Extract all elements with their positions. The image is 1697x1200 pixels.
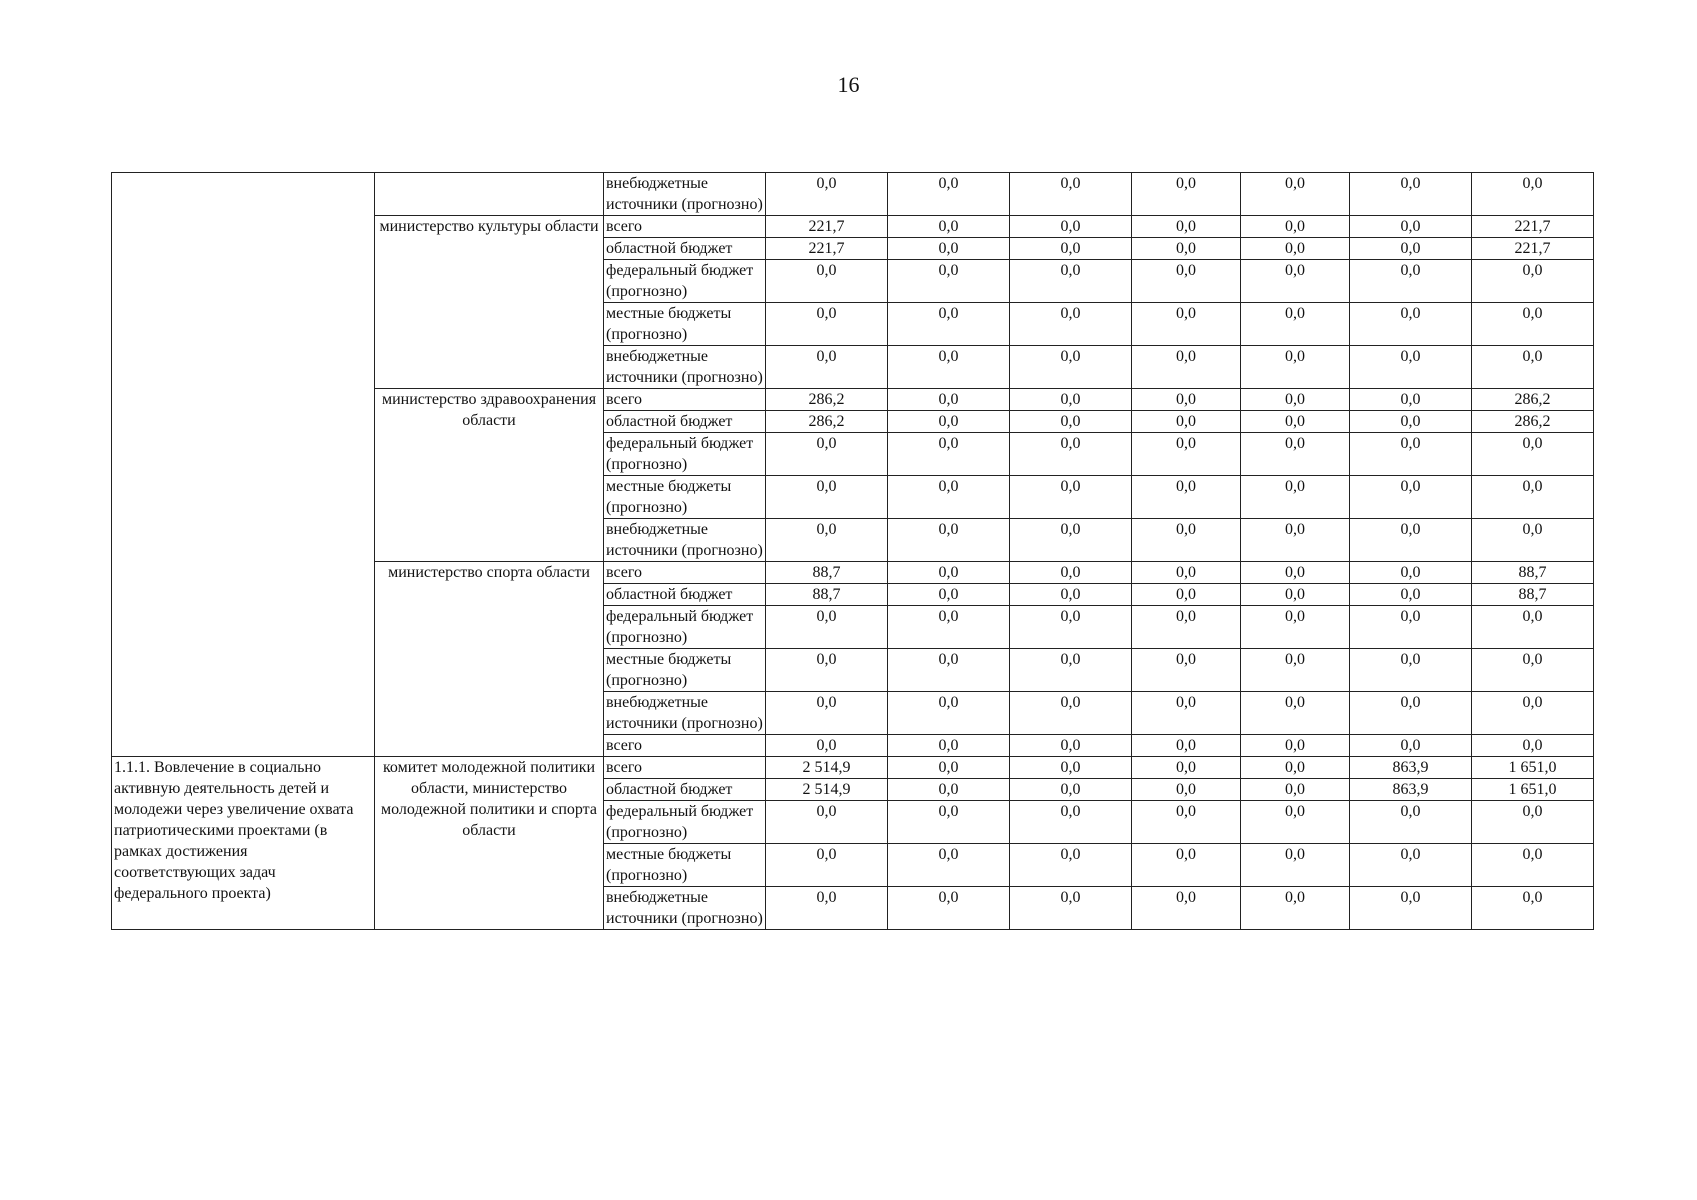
funding-source-cell: местные бюджеты (прогнозно) [604,303,766,346]
amount-cell: 0,0 [1132,801,1241,844]
amount-cell: 0,0 [1241,801,1350,844]
amount-cell: 0,0 [766,692,888,735]
amount-cell: 0,0 [1241,519,1350,562]
amount-cell: 0,0 [1010,389,1132,411]
amount-cell: 0,0 [1241,584,1350,606]
amount-cell: 0,0 [1241,649,1350,692]
amount-cell: 0,0 [1472,692,1594,735]
amount-cell: 0,0 [1241,476,1350,519]
funding-source-cell: федеральный бюджет (прогнозно) [604,433,766,476]
executor-cell: министерство спорта области [375,562,604,757]
funding-source-cell: всего [604,216,766,238]
amount-cell: 2 514,9 [766,757,888,779]
amount-cell: 0,0 [1132,844,1241,887]
table-row [112,757,1594,779]
amount-cell: 0,0 [1010,801,1132,844]
funding-source-cell: всего [604,735,766,757]
amount-cell: 0,0 [766,303,888,346]
amount-cell: 0,0 [1472,801,1594,844]
amount-cell: 0,0 [1132,606,1241,649]
amount-cell: 0,0 [1010,735,1132,757]
amount-cell: 0,0 [1350,692,1472,735]
amount-cell: 0,0 [1010,173,1132,216]
amount-cell: 88,7 [1472,584,1594,606]
budget-table [111,172,1594,930]
amount-cell: 0,0 [888,757,1010,779]
amount-cell: 0,0 [1010,692,1132,735]
amount-cell: 0,0 [1010,433,1132,476]
amount-cell: 88,7 [1472,562,1594,584]
amount-cell: 0,0 [888,238,1010,260]
amount-cell: 0,0 [1132,238,1241,260]
amount-cell: 0,0 [888,779,1010,801]
amount-cell: 0,0 [888,584,1010,606]
amount-cell: 0,0 [1132,757,1241,779]
amount-cell: 0,0 [766,476,888,519]
amount-cell: 0,0 [1241,844,1350,887]
amount-cell: 0,0 [766,844,888,887]
funding-source-cell: областной бюджет [604,779,766,801]
amount-cell: 0,0 [1010,844,1132,887]
amount-cell: 221,7 [1472,238,1594,260]
amount-cell: 0,0 [1132,411,1241,433]
amount-cell: 0,0 [1350,238,1472,260]
amount-cell: 0,0 [1010,303,1132,346]
amount-cell: 0,0 [1132,216,1241,238]
amount-cell: 0,0 [1350,216,1472,238]
amount-cell: 0,0 [1010,346,1132,389]
amount-cell: 0,0 [1010,757,1132,779]
funding-source-cell: федеральный бюджет (прогнозно) [604,606,766,649]
amount-cell: 0,0 [1241,346,1350,389]
amount-cell: 863,9 [1350,779,1472,801]
amount-cell: 0,0 [888,844,1010,887]
amount-cell: 221,7 [766,238,888,260]
amount-cell: 0,0 [1010,779,1132,801]
amount-cell: 221,7 [1472,216,1594,238]
amount-cell: 0,0 [766,887,888,930]
amount-cell: 0,0 [1472,519,1594,562]
amount-cell: 0,0 [1472,346,1594,389]
amount-cell: 286,2 [766,411,888,433]
amount-cell: 0,0 [1010,260,1132,303]
amount-cell: 0,0 [1132,303,1241,346]
amount-cell: 0,0 [1350,303,1472,346]
amount-cell: 0,0 [888,303,1010,346]
amount-cell: 0,0 [888,346,1010,389]
amount-cell: 0,0 [1010,411,1132,433]
amount-cell: 0,0 [1350,735,1472,757]
amount-cell: 88,7 [766,562,888,584]
amount-cell: 0,0 [1132,389,1241,411]
amount-cell: 0,0 [1350,844,1472,887]
amount-cell: 0,0 [1132,779,1241,801]
funding-source-cell: федеральный бюджет (прогнозно) [604,801,766,844]
funding-source-cell: федеральный бюджет (прогнозно) [604,260,766,303]
amount-cell: 0,0 [1241,433,1350,476]
amount-cell: 0,0 [1472,173,1594,216]
amount-cell: 0,0 [1010,584,1132,606]
amount-cell: 0,0 [1472,303,1594,346]
amount-cell: 0,0 [1132,519,1241,562]
amount-cell: 0,0 [1472,606,1594,649]
amount-cell: 0,0 [1132,173,1241,216]
amount-cell: 0,0 [1472,433,1594,476]
amount-cell: 0,0 [888,692,1010,735]
amount-cell: 0,0 [766,433,888,476]
measure-cell: 1.1.1. Вовлечение в социально активную деятельность детей и молодежи через увеличение охвата патриотическими проектами (в рамках достижения соответствующих задач федерального проекта) [112,757,375,930]
amount-cell: 0,0 [1010,476,1132,519]
amount-cell: 0,0 [1132,346,1241,389]
funding-source-cell: областной бюджет [604,238,766,260]
funding-source-cell: внебюджетные источники (прогнозно) [604,887,766,930]
amount-cell: 0,0 [1241,757,1350,779]
executor-cell: комитет молодежной политики области, министерство молодежной политики и спорта области [375,757,604,930]
amount-cell: 0,0 [1350,346,1472,389]
amount-cell: 0,0 [1241,606,1350,649]
amount-cell: 0,0 [1132,476,1241,519]
amount-cell: 221,7 [766,216,888,238]
amount-cell: 0,0 [1010,562,1132,584]
amount-cell: 0,0 [1241,562,1350,584]
amount-cell: 0,0 [1350,584,1472,606]
amount-cell: 0,0 [1350,433,1472,476]
amount-cell: 0,0 [1132,887,1241,930]
funding-source-cell: всего [604,757,766,779]
funding-source-cell: внебюджетные источники (прогнозно) [604,346,766,389]
amount-cell: 286,2 [1472,411,1594,433]
amount-cell: 0,0 [1241,216,1350,238]
amount-cell: 0,0 [1241,303,1350,346]
amount-cell: 0,0 [1350,260,1472,303]
amount-cell: 0,0 [1350,519,1472,562]
amount-cell: 0,0 [888,735,1010,757]
amount-cell: 0,0 [888,562,1010,584]
funding-source-cell: всего [604,389,766,411]
executor-cell: министерство здравоохранения области [375,389,604,562]
amount-cell: 0,0 [1350,887,1472,930]
page-number: 16 [837,72,860,97]
amount-cell: 0,0 [1132,584,1241,606]
amount-cell: 0,0 [1132,562,1241,584]
funding-source-cell: внебюджетные источники (прогнозно) [604,173,766,216]
amount-cell: 0,0 [766,346,888,389]
amount-cell: 1 651,0 [1472,779,1594,801]
amount-cell: 0,0 [1241,735,1350,757]
amount-cell: 0,0 [1350,389,1472,411]
amount-cell: 0,0 [766,260,888,303]
amount-cell: 0,0 [888,216,1010,238]
executor-cell [375,173,604,216]
funding-source-cell: внебюджетные источники (прогнозно) [604,519,766,562]
amount-cell: 0,0 [888,606,1010,649]
amount-cell: 0,0 [888,519,1010,562]
measure-cell [112,173,375,757]
amount-cell: 0,0 [1350,801,1472,844]
funding-source-cell: местные бюджеты (прогнозно) [604,476,766,519]
amount-cell: 0,0 [1350,606,1472,649]
amount-cell: 0,0 [1241,260,1350,303]
amount-cell: 286,2 [766,389,888,411]
amount-cell: 2 514,9 [766,779,888,801]
amount-cell: 0,0 [766,801,888,844]
amount-cell: 0,0 [766,606,888,649]
amount-cell: 0,0 [888,389,1010,411]
amount-cell: 0,0 [888,411,1010,433]
funding-source-cell: всего [604,562,766,584]
amount-cell: 0,0 [1132,433,1241,476]
amount-cell: 0,0 [1010,649,1132,692]
amount-cell: 863,9 [1350,757,1472,779]
amount-cell: 0,0 [1132,649,1241,692]
amount-cell: 0,0 [1241,779,1350,801]
amount-cell: 88,7 [766,584,888,606]
amount-cell: 0,0 [888,649,1010,692]
amount-cell: 0,0 [1010,238,1132,260]
amount-cell: 0,0 [1472,844,1594,887]
amount-cell: 0,0 [766,649,888,692]
amount-cell: 0,0 [1472,735,1594,757]
amount-cell: 0,0 [1241,389,1350,411]
funding-source-cell: областной бюджет [604,411,766,433]
funding-source-cell: внебюджетные источники (прогнозно) [604,692,766,735]
amount-cell: 0,0 [1350,173,1472,216]
budget-table-body [112,173,1594,930]
amount-cell: 0,0 [1010,519,1132,562]
amount-cell: 0,0 [1472,887,1594,930]
funding-source-cell: местные бюджеты (прогнозно) [604,844,766,887]
amount-cell: 0,0 [1132,735,1241,757]
amount-cell: 0,0 [1241,411,1350,433]
amount-cell: 0,0 [1350,411,1472,433]
amount-cell: 0,0 [1010,606,1132,649]
table-row [112,173,1594,216]
funding-source-cell: областной бюджет [604,584,766,606]
amount-cell: 286,2 [1472,389,1594,411]
amount-cell: 0,0 [1350,562,1472,584]
amount-cell: 0,0 [766,173,888,216]
funding-source-cell: местные бюджеты (прогнозно) [604,649,766,692]
amount-cell: 0,0 [1350,476,1472,519]
amount-cell: 1 651,0 [1472,757,1594,779]
amount-cell: 0,0 [1472,649,1594,692]
amount-cell: 0,0 [1350,649,1472,692]
amount-cell: 0,0 [888,801,1010,844]
amount-cell: 0,0 [1241,692,1350,735]
amount-cell: 0,0 [888,173,1010,216]
executor-cell: министерство культуры области [375,216,604,389]
amount-cell: 0,0 [1010,887,1132,930]
amount-cell: 0,0 [1241,238,1350,260]
amount-cell: 0,0 [1241,887,1350,930]
amount-cell: 0,0 [888,476,1010,519]
amount-cell: 0,0 [888,260,1010,303]
amount-cell: 0,0 [766,735,888,757]
amount-cell: 0,0 [1132,260,1241,303]
amount-cell: 0,0 [766,519,888,562]
amount-cell: 0,0 [1132,692,1241,735]
amount-cell: 0,0 [888,433,1010,476]
amount-cell: 0,0 [1472,260,1594,303]
amount-cell: 0,0 [1472,476,1594,519]
amount-cell: 0,0 [1010,216,1132,238]
amount-cell: 0,0 [1241,173,1350,216]
amount-cell: 0,0 [888,887,1010,930]
